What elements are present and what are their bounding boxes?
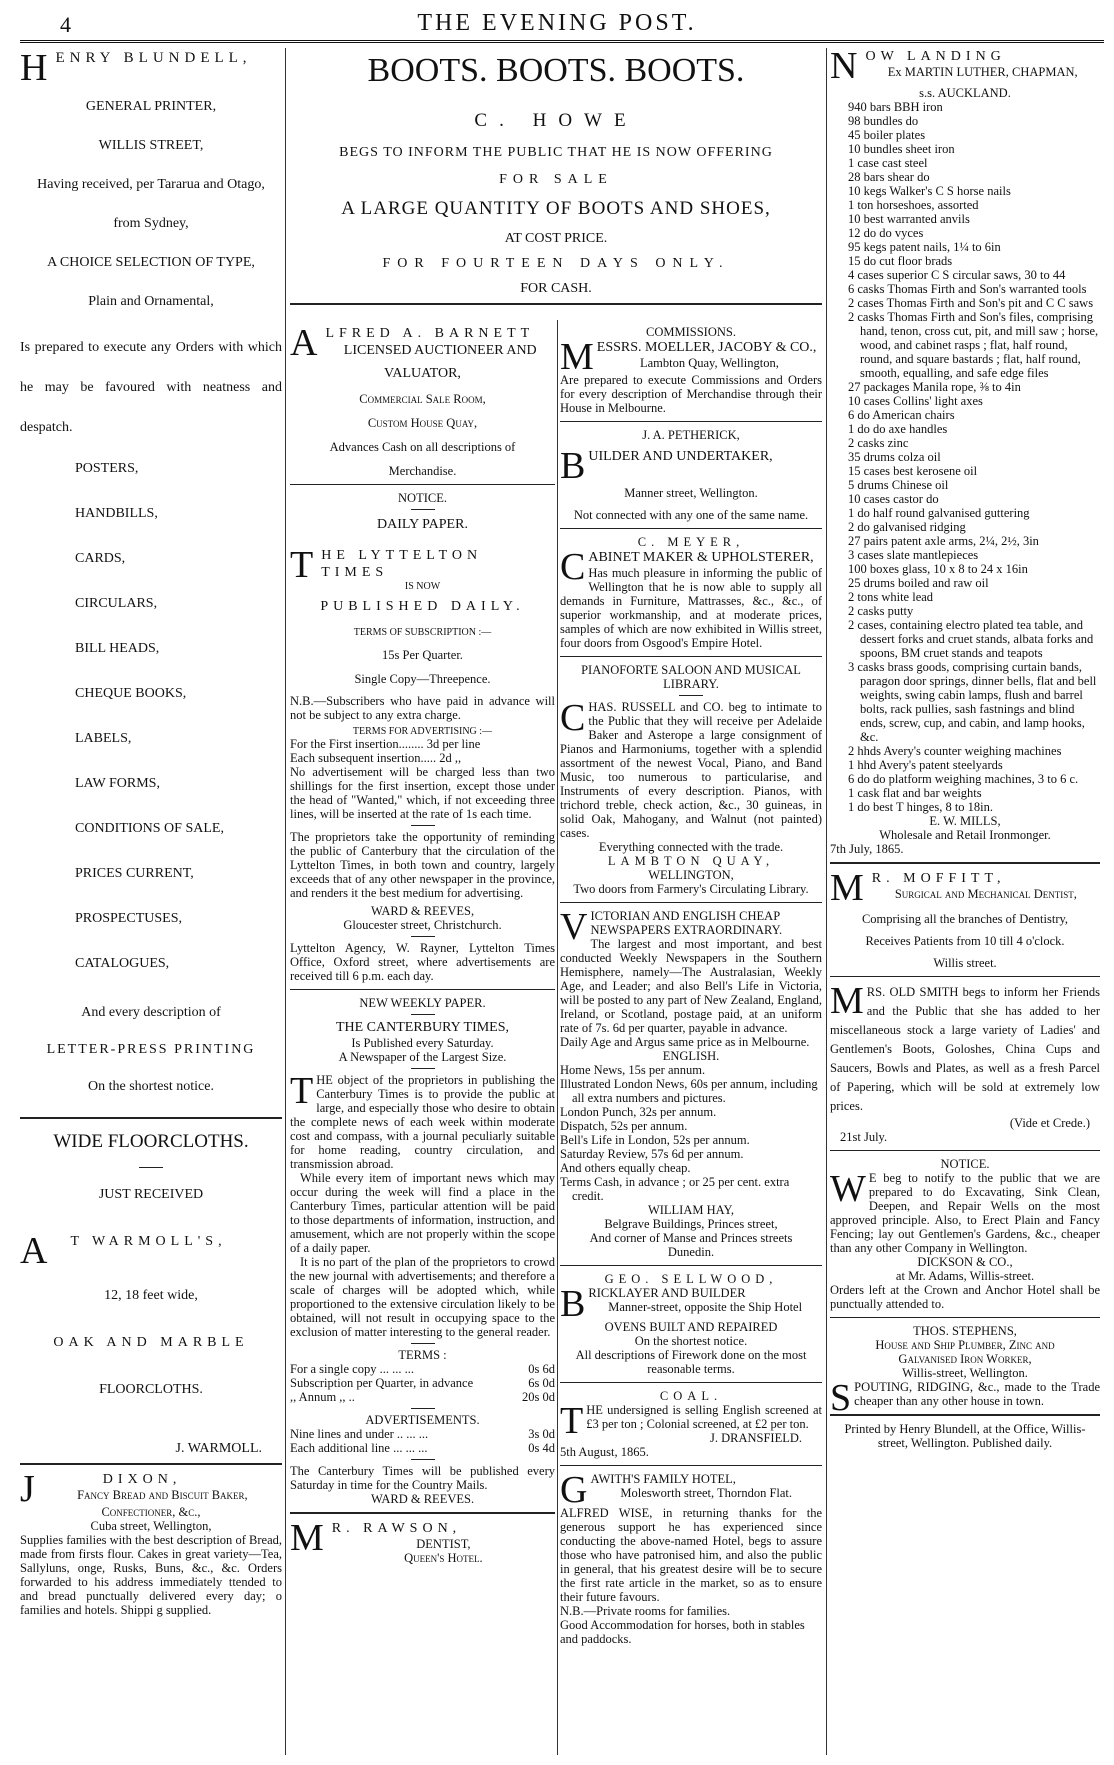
- landing-item: 2 do galvanised ridging: [848, 520, 966, 534]
- landing-item: 2 casks Thomas Firth and Son's files, comprising hand, tenon, cross cut, pit, and mill saw ; horse, wood, and cabinet rasps ; flat, half round, round, and square bastards ; flat, half round, smooth, equalling, and safe edge files: [848, 310, 1099, 380]
- floor-title: WIDE FLOORCLOTHS.: [53, 1131, 249, 1152]
- ct-published: Is Published every Saturday.: [351, 1036, 494, 1050]
- daily-paper-title: DAILY PAPER.: [377, 517, 468, 532]
- landing-item: 27 packages Manila rope, ⅜ to 4in: [848, 380, 1021, 394]
- blundell-item: CIRCULARS,: [75, 596, 158, 611]
- floor-floorcloths: FLOORCLOTHS.: [99, 1382, 203, 1397]
- hay-line: And corner of Manse and Princes streets: [589, 1231, 793, 1245]
- landing-item: 2 hhds Avery's counter weighing machines: [848, 744, 1062, 758]
- boots-line: FOR SALE: [499, 172, 613, 187]
- drop-cap: W: [830, 1168, 866, 1210]
- floor-at: T WARMOLL'S,: [70, 1234, 227, 1249]
- terms-label: Subscription per Quarter, in advance: [290, 1376, 474, 1390]
- victorian-daily: Daily Age and Argus same price as in Melbourne.: [560, 1035, 810, 1049]
- blundell-item: CATALOGUES,: [75, 956, 170, 971]
- blundell-line: WILLIS STREET,: [98, 138, 204, 153]
- terms-value: 20s 0d: [522, 1390, 555, 1404]
- drop-cap: H: [20, 48, 53, 89]
- landing-item: 1 do best T hinges, 8 to 18in.: [848, 800, 994, 814]
- drop-cap: M: [830, 867, 869, 909]
- sellwood-name: GEO. SELLWOOD,: [604, 1272, 778, 1286]
- landing-item: 3 cases slate mantlepieces: [848, 548, 979, 562]
- floor-received: JUST RECEIVED: [98, 1187, 204, 1202]
- terms-row: [290, 1376, 555, 1390]
- floorcloths-advert: [20, 1131, 282, 1457]
- victorian-heading: ICTORIAN AND ENGLISH CHEAP NEWSPAPERS EXTRAORDINARY.: [590, 909, 783, 937]
- blundell-item: PRICES CURRENT,: [75, 866, 194, 881]
- drop-cap: C: [560, 546, 586, 588]
- landing-item: 1 do half round galvanised guttering: [848, 506, 1030, 520]
- english-item: Home News, 15s per annum.: [560, 1063, 706, 1077]
- proprietors-body: The proprietors take the opportunity of reminding the public of Canterbury that the circulation of the Lyttelton Times, in both town and country, largely exceeds that of any other newspaper in the province, and renders it the best medium for advertising.: [290, 830, 555, 900]
- adv-label: Each additional line ... ... ...: [290, 1441, 428, 1455]
- per-quarter: 15s Per Quarter.: [382, 648, 463, 662]
- piano-line: Two doors from Farmery's Circulating Library.: [573, 882, 809, 896]
- blundell-line: from Sydney,: [113, 216, 189, 231]
- victorian-body: The largest and most important, and best conducted Weekly Newspapers in the Southern Hemisphere, namely—The Australasian, Weekly Age, and Leader; and also Bell's Life in Victoria, will be posted to any part of New Zealand, England, Ireland, or Scotland, postage paid, at an uniform rate of 7s. 6d per quarter, payable in advance.: [560, 937, 822, 1035]
- gawith-body: ALFRED WISE, in returning thanks for the generous support he has experienced since conducting the above-named Hotel, begs to assure those who have patronised him, and also the public in general, that his greatest desire will be to secure the first rate article in the market, so as to ensure their future favours.: [560, 1506, 822, 1604]
- blundell-item: CARDS,: [75, 551, 126, 566]
- drop-cap: A: [20, 1230, 53, 1272]
- barnett-line: LICENSED AUCTIONEER AND: [343, 343, 537, 358]
- ct-size: A Newspaper of the Largest Size.: [338, 1050, 507, 1064]
- landing-item: 95 kegs patent nails, 1¼ to 6in: [848, 240, 1001, 254]
- mills-name: E. W. MILLS,: [929, 814, 1001, 828]
- meyer-name: C. MEYER,: [637, 535, 745, 549]
- drop-cap: B: [560, 445, 586, 487]
- blundell-tail: LETTER-PRESS PRINTING: [46, 1042, 256, 1057]
- drop-cap: V: [560, 906, 588, 948]
- landing-item: 1 case cast steel: [848, 156, 928, 170]
- gawith-heading: AWITH'S FAMILY HOTEL,: [590, 1472, 736, 1486]
- sellwood-heading: RICKLAYER AND BUILDER: [588, 1286, 746, 1300]
- english-item: Bell's Life in London, 52s per annum.: [560, 1133, 750, 1147]
- landing-item: 2 cases, containing electro plated tea table, and dessert forks and cruet stands, albata forks and spoons, BM cruet stands and teapots: [848, 618, 1094, 660]
- adv-value: 3s 0d: [528, 1427, 555, 1441]
- moffitt-line: Willis street.: [933, 956, 997, 970]
- moeller-line: Lambton Quay, Wellington,: [639, 356, 779, 370]
- notice-title: NOTICE.: [398, 491, 447, 505]
- barnett-heading: LFRED A. BARNETT: [325, 326, 535, 341]
- column-1: [20, 48, 282, 1755]
- barnett-line: Commercial Sale Room,: [359, 392, 486, 406]
- blundell-line: Is prepared to execute any Orders with which he may be favoured with neatness and despatch.: [20, 340, 282, 435]
- stephens-line: House and Ship Plumber, Zinc and: [875, 1338, 1055, 1352]
- drop-cap: S: [830, 1377, 852, 1419]
- ovens-line: On the shortest notice.: [634, 1334, 748, 1348]
- landing-item: 10 kegs Walker's C S horse nails: [848, 184, 1011, 198]
- ward-reeves: WARD & REEVES,: [370, 904, 475, 918]
- boots-advert: [290, 48, 822, 318]
- hay-line: Belgrave Buildings, Princes street,: [604, 1217, 778, 1231]
- stephens-line: Galvanised Iron Worker,: [898, 1352, 1032, 1366]
- column-rule: [557, 320, 558, 1755]
- piano-line: WELLINGTON,: [648, 868, 734, 882]
- blundell-line: A CHOICE SELECTION OF TYPE,: [47, 255, 255, 270]
- blundell-item: BILL HEADS,: [75, 641, 160, 656]
- moffitt-heading: R. MOFFITT,: [871, 871, 1006, 886]
- adv-label: Nine lines and under .. ... ...: [290, 1427, 429, 1441]
- boots-line: BEGS TO INFORM THE PUBLIC THAT HE IS NOW OFFERING: [339, 145, 773, 160]
- drop-cap: M: [290, 1517, 329, 1559]
- english-item: Dispatch, 52s per annum.: [560, 1119, 688, 1133]
- landing-item: 98 bundles do: [848, 114, 919, 128]
- landing-item: 5 drums Chinese oil: [848, 478, 949, 492]
- moffitt-line: Comprising all the branches of Dentistry,: [861, 912, 1069, 926]
- blundell-item: LABELS,: [75, 731, 132, 746]
- blundell-item: PROSPECTUSES,: [75, 911, 182, 926]
- stephens-name: THOS. STEPHENS,: [913, 1324, 1017, 1338]
- adv-row: [290, 1441, 555, 1455]
- new-weekly-paper: NEW WEEKLY PAPER.: [359, 996, 486, 1010]
- landing-item: 12 do do vyces: [848, 226, 924, 240]
- coal-body: HE undersigned is selling English screened at £3 per ton ; Colonial screened, at £2 per ton.: [586, 1403, 822, 1431]
- meyer-heading: ABINET MAKER & UPHOLSTERER,: [588, 550, 814, 565]
- ct-body-3: It is no part of the plan of the proprietors to crowd the new journal with advertisements; and therefore a scale of charges will be adopted which, while proportioned to the extensive circulation likely to be obtained, will not result in occupying space to the exclusion of matter interesting to the general reader.: [290, 1255, 555, 1339]
- blundell-advert: [20, 50, 282, 1095]
- moffitt-line: Surgical and Mechanical Dentist,: [894, 887, 1077, 901]
- terms-title: TERMS :: [398, 1348, 447, 1362]
- boots-line: FOR CASH.: [520, 281, 592, 296]
- notice-body: E beg to notify to the public that we are prepared to do Excavating, Sink Clean, Deepen, and Repair Wells on the most approved principle. Also, to Erect Plain and Fancy Fencing; lay out Gentlemen's Gardens, &c., cheaper than any other Company in Wellington.: [830, 1171, 1100, 1255]
- barnett-line: VALUATOR,: [384, 366, 461, 381]
- landing-item: 1 cask flat and bar weights: [848, 786, 982, 800]
- adv-value: 0s 4d: [528, 1441, 555, 1455]
- notice-title: NOTICE.: [940, 1157, 990, 1171]
- column-2: [290, 325, 555, 1755]
- moeller-heading: ESSRS. MOELLER, JACOBY & CO.,: [596, 340, 817, 355]
- hay-line: Dunedin.: [667, 1245, 715, 1259]
- landing-item: 6 casks Thomas Firth and Son's warranted tools: [848, 282, 1087, 296]
- barnett-line: Advances Cash on all descriptions of: [329, 440, 516, 454]
- smith-vide: (Vide et Crede.): [1009, 1116, 1090, 1130]
- drop-cap: B: [560, 1283, 586, 1325]
- ct-body-1: HE object of the proprietors in publishing the Canterbury Times is to provide the public at large, and especially those who desire to obtain the complete news of each week within moderate cost and compass, with a journal peculiarly suitable for home reading, country circulation, and transmission abroad.: [290, 1073, 555, 1171]
- terms-label: ,, Annum ,, ..: [290, 1390, 355, 1404]
- column-3: [560, 325, 822, 1755]
- dixon-heading: DIXON,: [102, 1472, 182, 1487]
- terms-row: [290, 1362, 555, 1376]
- terms-row: [290, 1390, 555, 1404]
- sellwood-line: Manner-street, opposite the Ship Hotel: [608, 1300, 803, 1314]
- lyttelton-heading: HE LYTTELTON TIMES: [321, 548, 483, 580]
- boots-name: C. HOWE: [474, 110, 638, 131]
- landing-item: 6 do do platform weighing machines, 3 to 6 c.: [848, 772, 1079, 786]
- landing-item: 1 ton horseshoes, assorted: [848, 198, 979, 212]
- drop-cap: N: [830, 48, 863, 87]
- piano-title: PIANOFORTE SALOON AND MUSICAL LIBRARY.: [581, 663, 801, 691]
- drop-cap: T: [290, 1070, 314, 1112]
- terms-value: 6s 0d: [528, 1376, 555, 1390]
- petherick-heading: UILDER AND UNDERTAKER,: [588, 449, 773, 464]
- drop-cap: T: [560, 1400, 584, 1442]
- landing-item: 2 cases Thomas Firth and Son's pit and C C saws: [848, 296, 1094, 310]
- coal-title: COAL.: [659, 1389, 723, 1403]
- drop-cap: A: [290, 325, 323, 364]
- page-header: [0, 0, 1114, 40]
- barnett-line: Custom House Quay,: [367, 416, 478, 430]
- page-title: THE EVENING POST.: [417, 10, 697, 36]
- piano-line: Everything connected with the trade.: [598, 840, 784, 854]
- english-item: Illustrated London News, 60s per annum, including all extra numbers and pictures.: [560, 1077, 818, 1105]
- english-item: Saturday Review, 57s 6d per annum.: [560, 1147, 744, 1161]
- dixon-line: Cuba street, Wellington,: [90, 1519, 212, 1533]
- english-item: London Punch, 32s per annum.: [560, 1105, 717, 1119]
- blundell-line: Plain and Ornamental,: [88, 294, 214, 309]
- drop-cap: C: [560, 697, 586, 739]
- blundell-tail: On the shortest notice.: [88, 1079, 214, 1094]
- terms-value: 0s 6d: [528, 1362, 555, 1376]
- boots-line: A LARGE QUANTITY OF BOOTS AND SHOES,: [341, 198, 771, 219]
- boots-title: BOOTS. BOOTS. BOOTS.: [367, 52, 745, 89]
- dixon-advert: [20, 1468, 282, 1617]
- smith-date: 21st July.: [840, 1130, 888, 1144]
- landing-item: 2 casks zinc: [848, 436, 909, 450]
- adv-row: [290, 1427, 555, 1441]
- landing-item: 10 cases castor do: [848, 492, 939, 506]
- rawson-heading: R. RAWSON,: [331, 1521, 462, 1536]
- landing-item: 28 bars shear do: [848, 170, 930, 184]
- coal-signature: J. DRANSFIELD.: [709, 1431, 802, 1445]
- canterbury-times-title: THE CANTERBURY TIMES,: [335, 1020, 510, 1035]
- piano-body: HAS. RUSSELL and CO. beg to intimate to the Public that they will receive per Adelaide Baker and Asterope a large consignment of Pianos and Harmoniums, together with a splendid assortment of the newest Vocal, Piano, and Band Music, too numerous to particularise, and Instruments of every description. Pianos, with trichord treble, check action, &c., 30 guineas, in solid Oak, Mahogany, and Walnut (not painted) cases.: [560, 700, 822, 840]
- rawson-line: DENTIST,: [416, 1537, 471, 1551]
- landing-item: 940 bars BBH iron: [848, 100, 943, 114]
- smith-body: RS. OLD SMITH begs to inform her Friends and the Public that she has added to her miscellaneous stock a large variety of Ladies' and Gentlemen's Boots, Goloshes, China Cups and Saucers, Bowls and Plates, as well as a fresh Parcel of Papering, which will be sold at extremely low prices.: [830, 985, 1100, 1113]
- landing-item: 1 do do axe handles: [848, 422, 948, 436]
- landing-item: 35 drums colza oil: [848, 450, 941, 464]
- column-4: [830, 48, 1100, 1755]
- landing-item: 1 hhd Avery's patent steelyards: [848, 758, 1003, 772]
- blundell-item: HANDBILLS,: [75, 506, 158, 521]
- ct-published-every: The Canterbury Times will be published every Saturday in time for the Country Mails.: [290, 1464, 555, 1492]
- english-item: Terms Cash, in advance ; or 25 per cent. extra credit.: [560, 1175, 790, 1203]
- landing-items: [830, 100, 1100, 814]
- rawson-line: Queen's Hotel.: [404, 1551, 483, 1565]
- nb-subscribers: N.B.—Subscribers who have paid in advance will not be subject to any extra charge.: [290, 694, 555, 722]
- moeller-body: Are prepared to execute Commissions and Orders for every description of Merchandise through their House in Melbourne.: [560, 373, 822, 415]
- landing-item: 10 best warranted anvils: [848, 212, 970, 226]
- blundell-line: Having received, per Tararua and Otago,: [37, 177, 265, 192]
- english-title: ENGLISH.: [662, 1049, 720, 1063]
- commissions-title: COMMISSIONS.: [646, 325, 736, 339]
- piano-line: LAMBTON QUAY,: [607, 854, 775, 868]
- column-rule: [285, 48, 286, 1755]
- landing-item: 25 drums boiled and raw oil: [848, 576, 989, 590]
- gloucester-street: Gloucester street, Christchurch.: [343, 918, 502, 932]
- gawith-line: Good Accommodation for horses, both in stables and paddocks.: [560, 1618, 805, 1646]
- page-number: 4: [60, 12, 71, 37]
- blundell-item: CONDITIONS OF SALE,: [75, 821, 224, 836]
- gawith-nb: N.B.—Private rooms for families.: [560, 1604, 731, 1618]
- dixon-body: Supplies families with the best description of Bread, made from firsts flour. Cakes in great variety—Tea, Sallyluns, onge, Rusks, Buns, &c., &c. Orders forwarded to his address immediately ttended to and bread punctually delivered every day; o families and hotels. Shippi g supplied.: [20, 1533, 282, 1617]
- mills-line: Wholesale and Retail Ironmonger.: [879, 828, 1051, 842]
- barnett-advert: [290, 325, 555, 478]
- blundell-item: CHEQUE BOOKS,: [75, 686, 187, 701]
- dixon-line: Fancy Bread and Biscuit Baker,: [77, 1488, 248, 1502]
- landing-item: 10 cases Collins' light axes: [848, 394, 983, 408]
- petherick-name: J. A. PETHERICK,: [642, 428, 740, 442]
- landing-item: 6 do American chairs: [848, 408, 955, 422]
- ovens-line: All descriptions of Firework done on the most reasonable terms.: [575, 1348, 807, 1376]
- landing-item: 45 boiler plates: [848, 128, 926, 142]
- hay-name: WILLIAM HAY,: [647, 1203, 735, 1217]
- blundell-line: GENERAL PRINTER,: [85, 99, 217, 114]
- landing-item: 27 pairs patent axle arms, 2¼, 2½, 3in: [848, 534, 1039, 548]
- stephens-line: Willis-street, Wellington.: [902, 1366, 1028, 1380]
- petherick-line: Not connected with any one of the same name.: [573, 508, 809, 522]
- ward-reeves-2: WARD & REEVES.: [370, 1492, 475, 1506]
- terms-advertising: TERMS FOR ADVERTISING :—: [352, 726, 493, 737]
- landing-heading: OW LANDING: [865, 49, 1006, 64]
- gawith-line: Molesworth street, Thorndon Flat.: [620, 1486, 793, 1500]
- terms-subscription: TERMS OF SUBSCRIPTION :—: [353, 627, 492, 638]
- dickson-line: Orders left at the Crown and Anchor Hotel shall be punctually attended to.: [830, 1283, 1100, 1311]
- mills-date: 7th July, 1865.: [830, 842, 904, 856]
- lyttelton-published: PUBLISHED DAILY.: [320, 599, 525, 614]
- drop-cap: M: [830, 980, 864, 1022]
- moffitt-line: Receives Patients from 10 till 4 o'clock.: [865, 934, 1065, 948]
- column-rule: [826, 48, 827, 1755]
- ct-body-2: While every item of important news which may occur during the week will find a place in the Canterbury Times, particular attention will be paid to those departments of information, instruction, and amusement, which are not properly within the scope of a daily paper.: [290, 1171, 555, 1255]
- spouting-body: POUTING, RIDGING, &c., made to the Trade cheaper than any other house in town.: [854, 1380, 1100, 1408]
- blundell-item: POSTERS,: [75, 461, 139, 476]
- floor-signature: J. WARMOLL.: [175, 1441, 262, 1456]
- terms-label: For a single copy ... ... ...: [290, 1362, 414, 1376]
- floor-size: 12, 18 feet wide,: [104, 1288, 198, 1303]
- boots-line: FOR FOURTEEN DAYS ONLY.: [382, 256, 730, 271]
- floor-oak: OAK AND MARBLE: [53, 1335, 249, 1350]
- imprint: Printed by Henry Blundell, at the Office, Willis-street, Wellington. Published daily.: [844, 1422, 1086, 1450]
- landing-item: 2 tons white lead: [848, 590, 934, 604]
- english-item: And others equally cheap.: [560, 1161, 691, 1175]
- blundell-tail: And every description of: [81, 1005, 221, 1020]
- landing-line: s.s. AUCKLAND.: [919, 86, 1011, 100]
- dickson-name: DICKSON & CO.,: [917, 1255, 1013, 1269]
- coal-date: 5th August, 1865.: [560, 1445, 649, 1459]
- drop-cap: G: [560, 1469, 588, 1511]
- landing-item: 100 boxes glass, 10 x 8 to 24 x 16in: [848, 562, 1028, 576]
- blundell-heading: ENRY BLUNDELL,: [55, 50, 252, 66]
- landing-item: 4 cases superior C S circular saws, 30 to 44: [848, 268, 1066, 282]
- adv-body: No advertisement will be charged less than two shillings for the first insertion, except those under the head of "Wanted," which, if not exceeding three lines, will be inserted at the rate of 1s each time.: [290, 765, 555, 821]
- landing-item: 15 do cut floor brads: [848, 254, 953, 268]
- drop-cap: M: [560, 336, 594, 378]
- landing-line: Ex MARTIN LUTHER, CHAPMAN,: [887, 65, 1078, 79]
- drop-cap: T: [290, 544, 319, 586]
- landing-item: 10 bundles sheet iron: [848, 142, 955, 156]
- dixon-line: Confectioner, &c.,: [101, 1505, 201, 1519]
- dickson-line: at Mr. Adams, Willis-street.: [895, 1269, 1035, 1283]
- petherick-line: Manner street, Wellington.: [624, 486, 758, 500]
- lyttelton-agency: Lyttelton Agency, W. Rayner, Lyttelton Times Office, Oxford street, where advertisements are received till 6 p.m. each day.: [290, 941, 555, 983]
- boots-line: AT COST PRICE.: [504, 231, 608, 246]
- advertisements-title: ADVERTISEMENTS.: [365, 1413, 480, 1427]
- barnett-line: Merchandise.: [388, 464, 457, 478]
- landing-item: 15 cases best kerosene oil: [848, 464, 978, 478]
- blundell-item: LAW FORMS,: [75, 776, 160, 791]
- landing-item: 2 casks putty: [848, 604, 914, 618]
- lyttelton-now: IS NOW: [404, 581, 441, 592]
- adv-first: For the First insertion........ 3d per line: [290, 737, 481, 751]
- landing-item: 3 casks brass goods, comprising curtain bands, paragon door springs, dinner bells, flat and bell weights, swing cabin lamps, flush and barrel bolts, rack pullies, sash fastnings and blind ends, screw, cup, and cabin, and lamp hooks, &c.: [848, 660, 1097, 744]
- adv-each: Each subsequent insertion..... 2d ,,: [290, 751, 462, 765]
- drop-cap: J: [20, 1468, 40, 1510]
- ovens-title: OVENS BUILT AND REPAIRED: [604, 1320, 778, 1334]
- meyer-body: Has much pleasure in informing the public of Wellington that he is now able to supply all demands in Furniture, Mattrasses, &c., &c., of superior workmanship, and at moderate prices, samples of which are now exhibited in Willis street, four doors from Osgood's Empire Hotel.: [560, 566, 822, 650]
- header-rule: [20, 40, 1104, 43]
- single-copy: Single Copy—Threepence.: [354, 672, 491, 686]
